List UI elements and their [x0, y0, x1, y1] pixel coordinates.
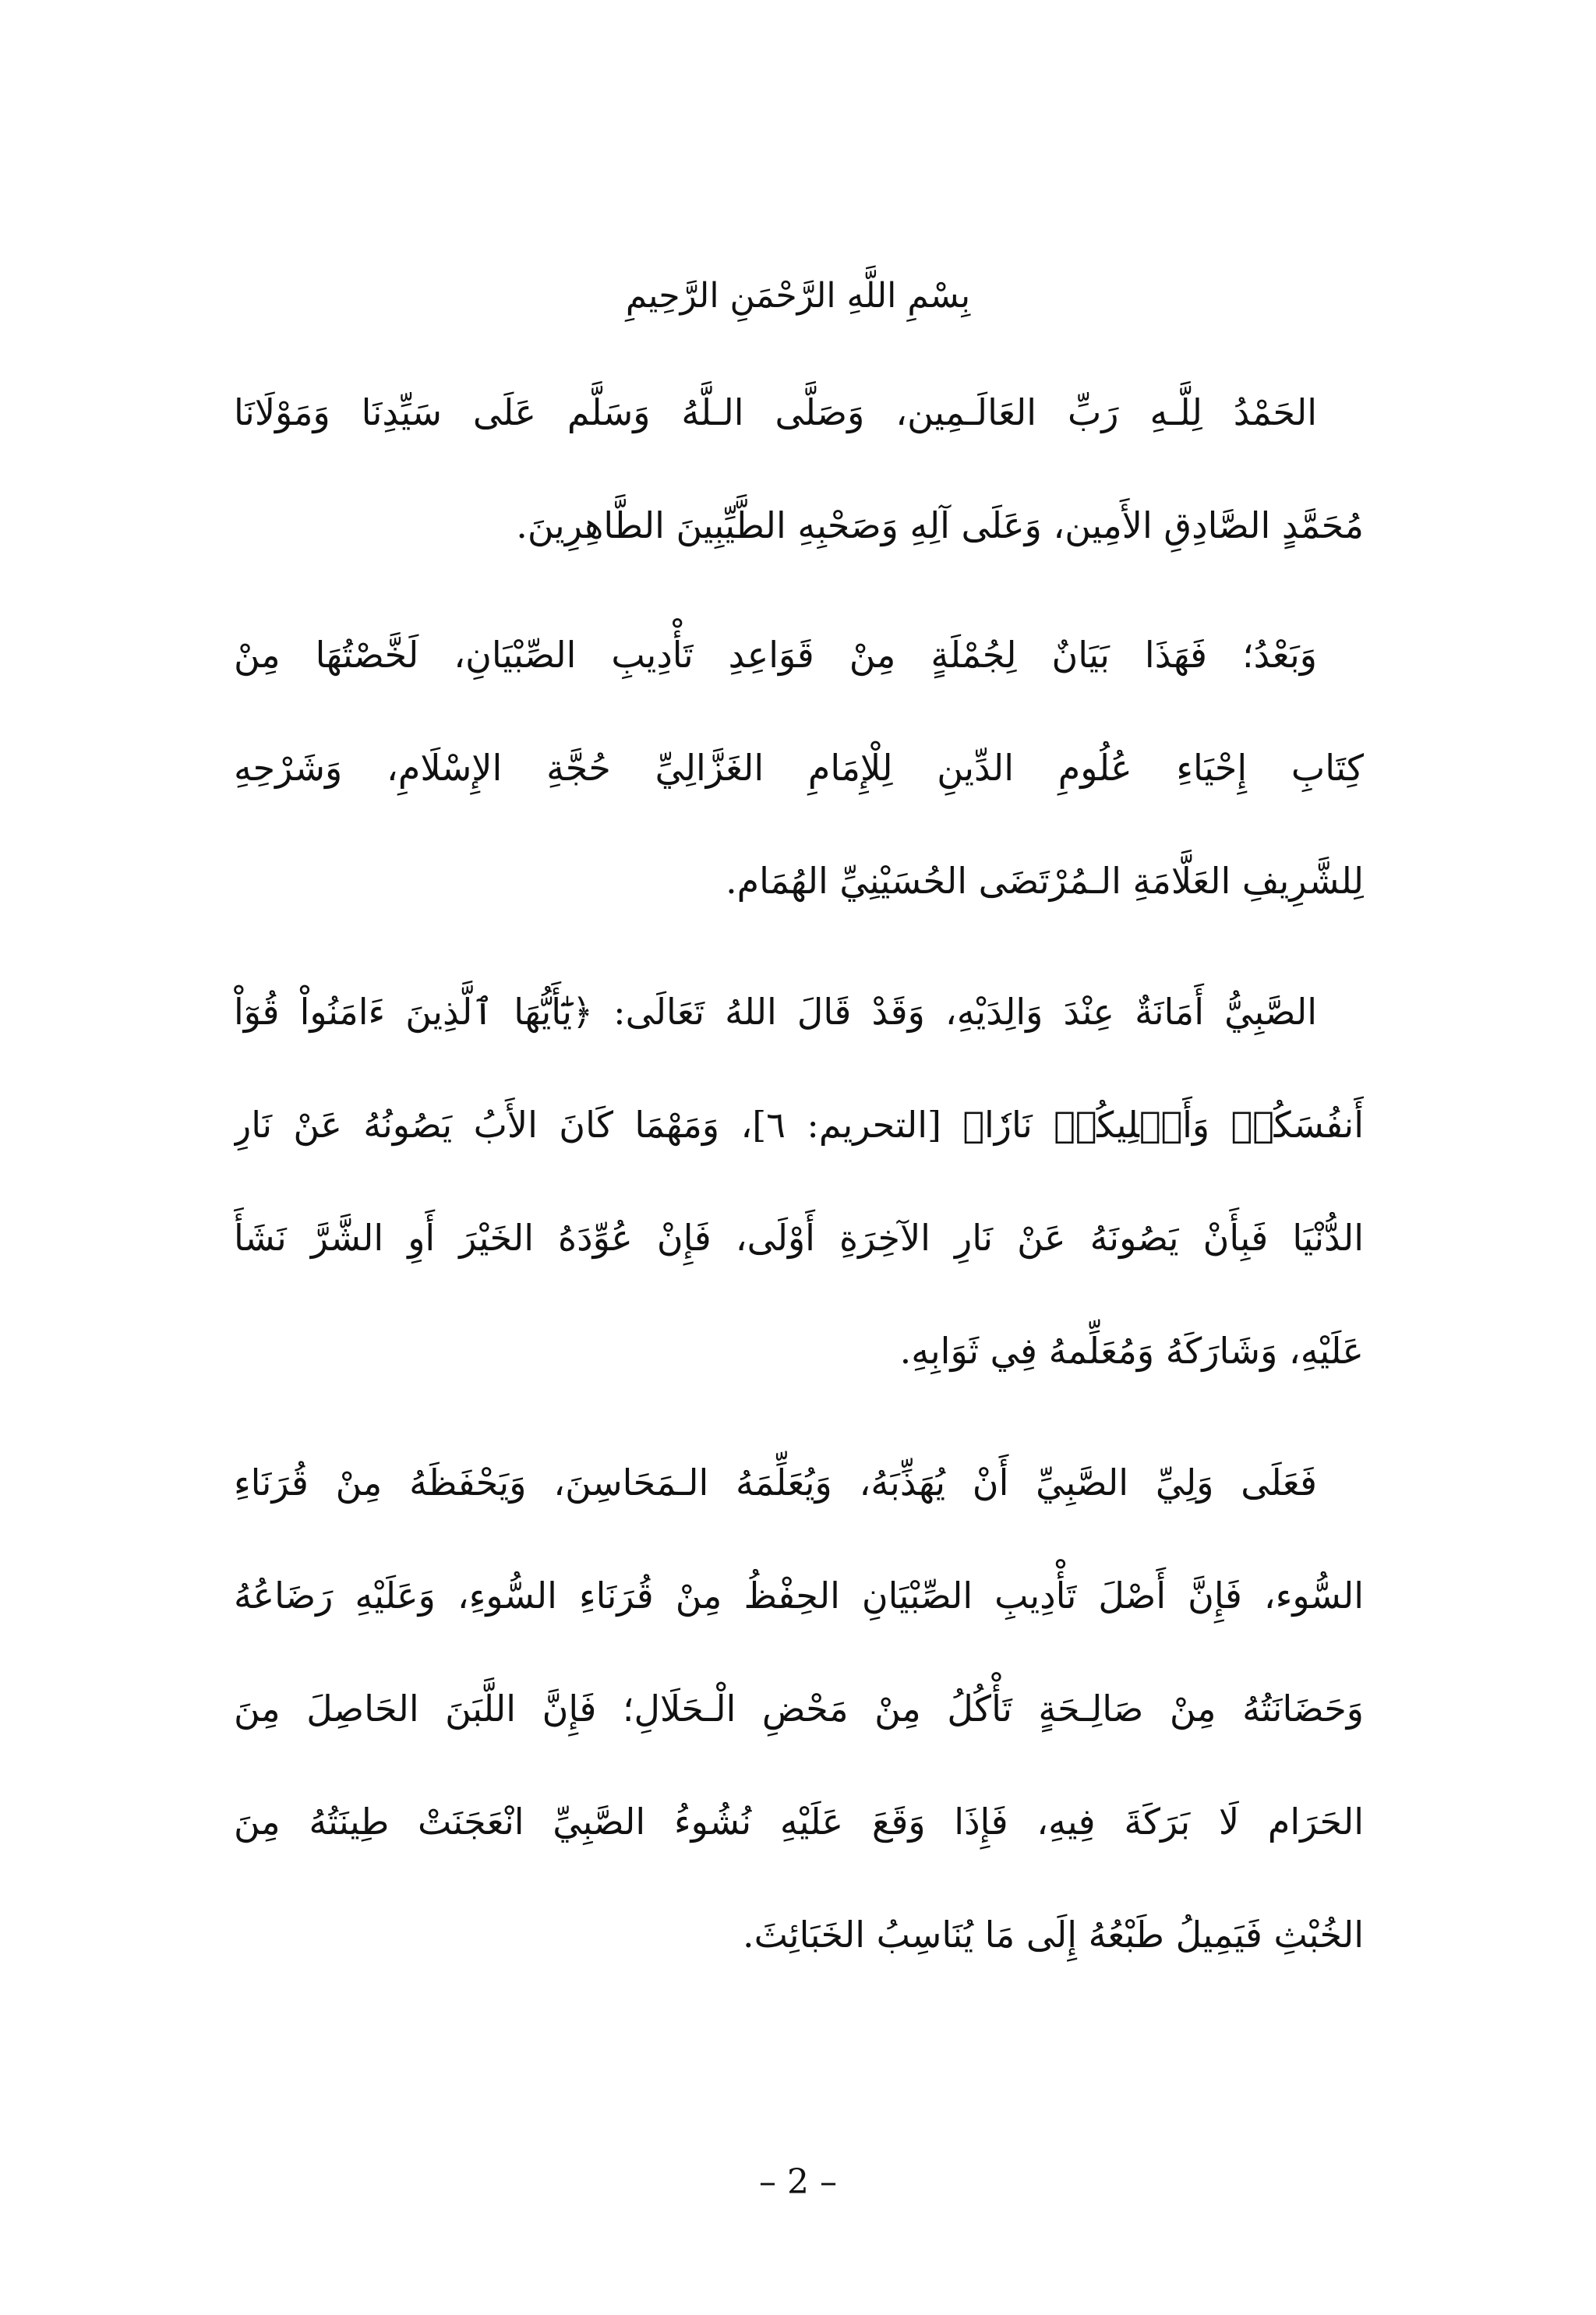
text-line: الحَمْدُ لِلَّـهِ رَبِّ العَالَـمِين، وَصَلَّى الـلَّهُ وَسَلَّم عَلَى سَيِّدِنَا وَمَوْلَانَا	[234, 391, 1317, 433]
text-line: أَنفُسَكُمۡ وَأَهۡلِيكُمۡ نَارٗا﴾ [التحريم: ٦]، وَمَهْمَا كَانَ الأَبُ يَصُونُهُ عَنْ نَارِ	[234, 1104, 1364, 1146]
text-line: السُّوء، فَإِنَّ أَصْلَ تَأْدِيبِ الصِّبْيَانِ الحِفْظُ مِنْ قُرَنَاءِ السُّوءِ، وَعَلَيْهِ رَضَاعُهُ	[234, 1575, 1364, 1617]
text-line: الصَّبِيُّ أَمَانَةٌ عِنْدَ وَالِدَيْهِ، وَقَدْ قَالَ اللهُ تَعَالَى: ﴿يَٰٓأَيُّهَا ٱلَّذِينَ ءَامَنُواْ قُوٓاْ	[234, 991, 1317, 1033]
text-line: الحَرَام لَا بَرَكَةَ فِيهِ، فَإِذَا وَقَعَ عَلَيْهِ نُشُوءُ الصَّبِيِّ انْعَجَنَتْ طِينَتُهُ مِنَ	[234, 1801, 1364, 1843]
text-line: فَعَلَى وَلِيِّ الصَّبِيِّ أَنْ يُهَذِّبَهُ، وَيُعَلِّمَهُ الـمَحَاسِنَ، وَيَحْفَظَهُ مِنْ قُرَنَاءِ	[234, 1461, 1317, 1504]
paragraph-praise	[234, 356, 1364, 582]
page-number: – 2 –	[759, 2162, 837, 2202]
text-line: مُحَمَّدٍ الصَّادِقِ الأَمِين، وَعَلَى آلِهِ وَصَحْبِهِ الطَّيِّبِينَ الطَّاهِرِينَ.	[516, 504, 1364, 546]
text-line: وَحَضَانَتُهُ مِنْ صَالِـحَةٍ تَأْكُلُ مِنْ مَحْضِ الْـحَلَالِ؛ فَإِنَّ اللَّبَنَ الحَاصِلَ مِنَ	[234, 1688, 1364, 1730]
text-line: وَبَعْدُ؛ فَهَذَا بَيَانٌ لِجُمْلَةٍ مِنْ قَوَاعِدِ تَأْدِيبِ الصِّبْيَانِ، لَخَّصْتُهَا مِنْ	[234, 634, 1317, 676]
paragraph-introduction	[234, 599, 1364, 938]
paragraph-guardian-duty	[234, 1426, 1364, 1992]
text-line: كِتَابِ إِحْيَاءِ عُلُومِ الدِّينِ لِلْإِمَامِ الغَزَّالِيِّ حُجَّةِ الإِسْلَامِ، وَشَرْحِهِ	[234, 747, 1364, 789]
text-line: عَلَيْهِ، وَشَارَكَهُ وَمُعَلِّمهُ فِي ثَوَابِهِ.	[899, 1330, 1364, 1372]
text-line: الدُّنْيَا فَبِأَنْ يَصُونَهُ عَنْ نَارِ الآخِرَةِ أَوْلَى، فَإِنْ عُوِّدَهُ الخَيْرَ أَوِ الشَّرَّ نَشَأَ	[234, 1217, 1364, 1259]
text-line: الخُبْثِ فَيَمِيلُ طَبْعُهُ إِلَى مَا يُنَاسِبُ الخَبَائِثَ.	[743, 1914, 1364, 1956]
paragraph-child-trust	[234, 956, 1364, 1408]
text-line: لِلشَّرِيفِ العَلَّامَةِ الـمُرْتَضَى الحُسَيْنِيِّ الهُمَام.	[726, 860, 1364, 902]
basmala-heading: بِسْمِ اللَّهِ الرَّحْمَنِ الرَّحِيمِ	[625, 276, 971, 316]
